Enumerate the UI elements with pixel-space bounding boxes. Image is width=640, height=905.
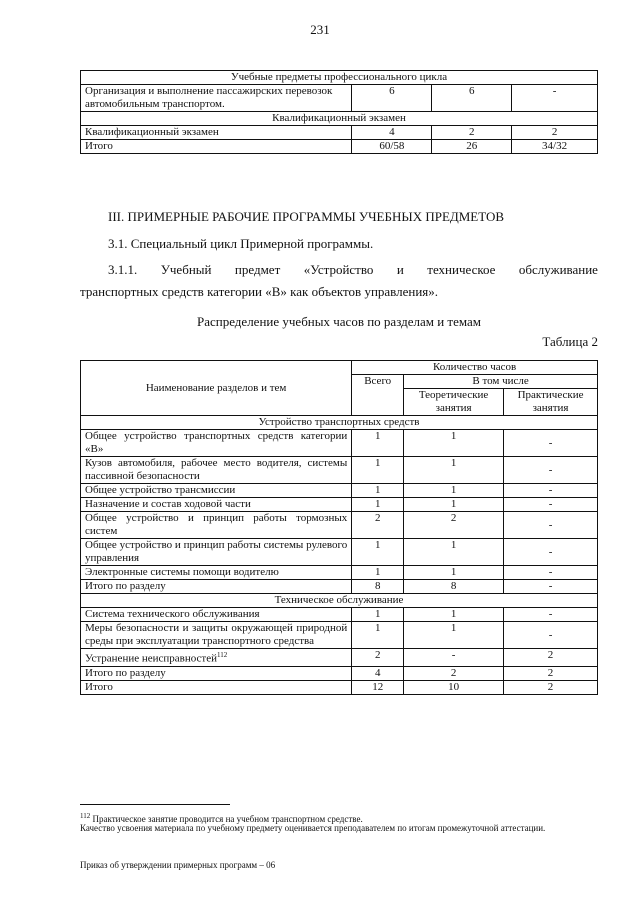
table-row: Меры безопасности и защиты окружающей природной среды при эксплуатации транспортного средства 1 1 - — [81, 622, 598, 649]
col-theory-header: Теоретические занятия — [404, 389, 504, 416]
hours-table — [80, 360, 598, 695]
table-label: Таблица 2 — [542, 334, 598, 349]
paragraph: 3.1. Специальный цикл Примерной программы. — [108, 236, 374, 251]
col-incl-header: В том числе — [404, 375, 598, 389]
col-hours-header: Количество часов — [352, 361, 598, 375]
summary-table — [80, 70, 598, 154]
table-row: Общее устройство и принцип работы системы рулевого управления 1 1 - — [81, 539, 598, 566]
footnote: $^{112}$ Практическое занятие проводится на учебном транспортном средстве. — [80, 812, 363, 824]
distribution-title: Распределение учебных часов по разделам и темам — [196, 314, 482, 329]
table-row: Итого по разделу 8 8 - — [81, 580, 598, 594]
table-row: Общее устройство трансмиссии 1 1 - — [81, 484, 598, 498]
section-header: Устройство транспортных средств — [81, 416, 598, 430]
footnote-text: Качество усвоения материала по учебному предмету оценивается преподавателем по итогам промежуточной аттестации. — [80, 823, 546, 833]
section-heading: III. ПРИМЕРНЫЕ РАБОЧИЕ ПРОГРАММЫ УЧЕБНЫХ ПРЕДМЕТОВ — [108, 209, 505, 224]
col-practice-header: Практические занятия — [504, 389, 598, 416]
table-row: Электронные системы помощи водителю 1 1 - — [81, 566, 598, 580]
table-row: Итого по разделу 4 2 2 — [81, 666, 598, 680]
table-row: Общее устройство и принцип работы тормозных систем 2 2 - — [81, 512, 598, 539]
table-row: Итого 60/58 26 34/32 — [81, 140, 598, 154]
table-row: Система технического обслуживания 1 1 - — [81, 608, 598, 622]
table-row: Устранение неисправностей$^{112}$ 2 - 2 — [81, 649, 598, 667]
footnote-ref: 112 — [216, 651, 228, 659]
document-footer: Приказ об утверждении примерных программ – 06 — [80, 860, 276, 870]
table-row: Кузов автомобиля, рабочее место водителя, системы пассивной безопасности 1 1 - — [81, 457, 598, 484]
table-row: Квалификационный экзамен 4 2 2 — [81, 126, 598, 140]
paragraph: транспортных средств категории «В» как объектов управления». — [80, 284, 439, 299]
col-name-header: Наименование разделов и тем — [81, 361, 352, 416]
table-row: Назначение и состав ходовой части 1 1 - — [81, 498, 598, 512]
section-header: Учебные предметы профессионального цикла — [81, 71, 598, 85]
paragraph: 3.1.1. Учебный предмет «Устройство и техническое обслуживание — [108, 262, 598, 277]
table-row: Итого 12 10 2 — [81, 680, 598, 694]
footnote-divider — [80, 804, 230, 805]
col-total-header: Всего — [352, 375, 404, 416]
section-header: Квалификационный экзамен — [81, 112, 598, 126]
page-number: 231 — [310, 22, 330, 37]
table-row: Общее устройство транспортных средств категории «В» 1 1 - — [81, 430, 598, 457]
section-header: Техническое обслуживание — [81, 594, 598, 608]
table-row: Организация и выполнение пассажирских перевозок автомобильным транспортом. 6 6 - — [81, 85, 598, 112]
